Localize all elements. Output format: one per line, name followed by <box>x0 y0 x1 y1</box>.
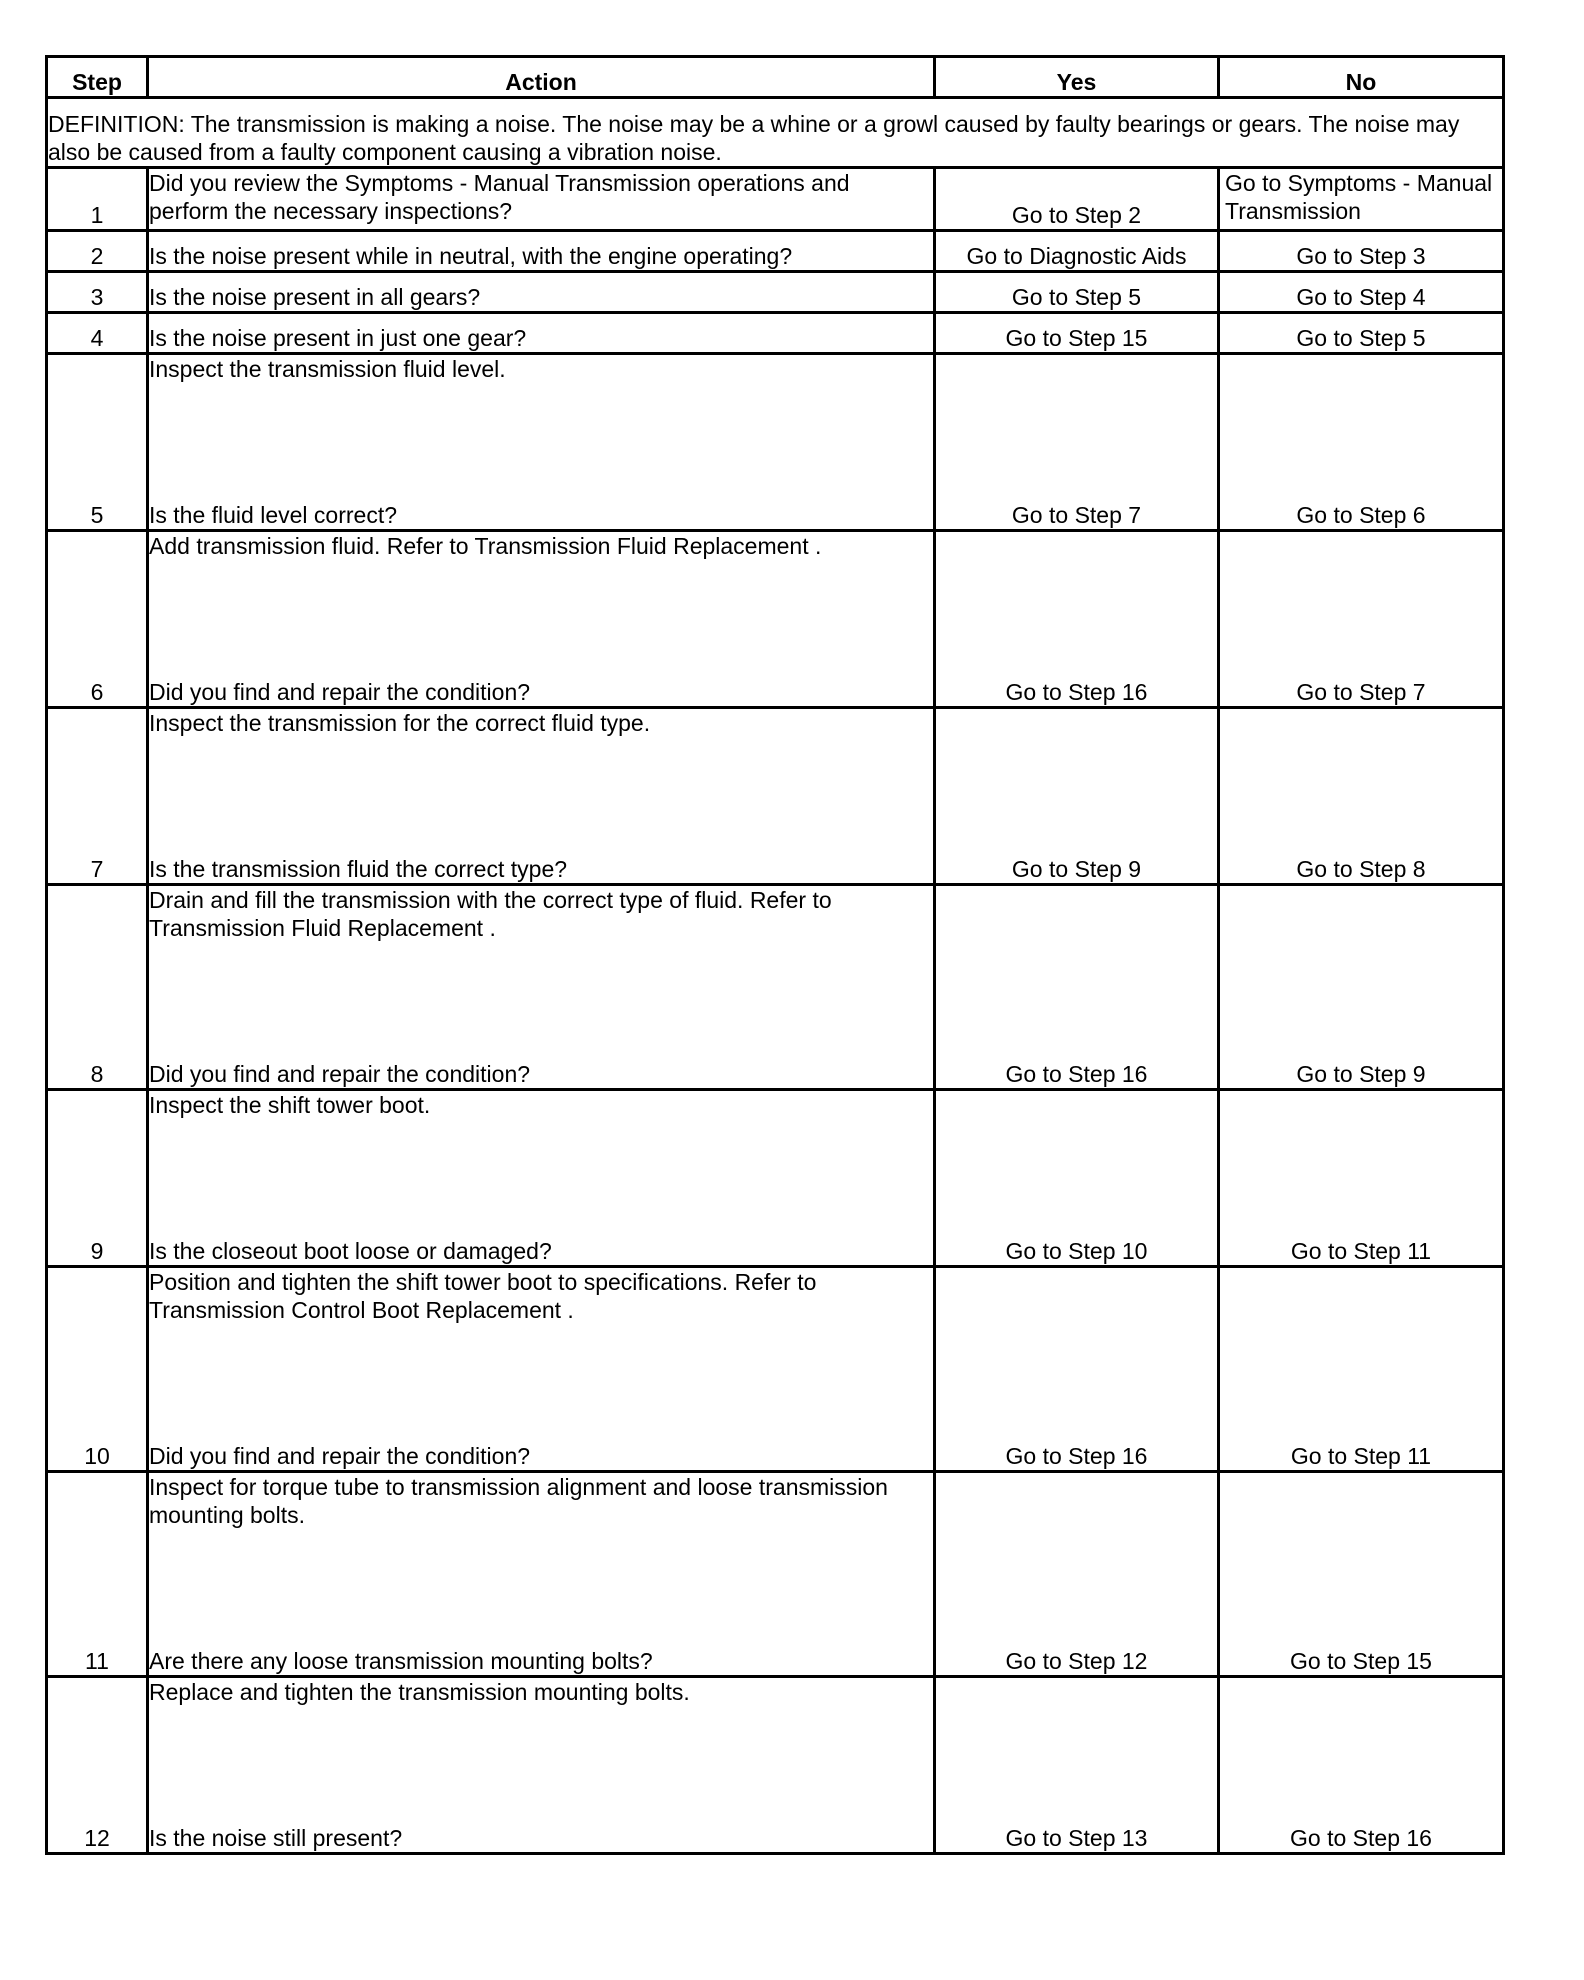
step-number: 7 <box>47 708 148 885</box>
action-question: Are there any loose transmission mounting bolts? <box>149 1648 653 1674</box>
no-result: Go to Step 11 <box>1219 1090 1504 1267</box>
table-row <box>47 1677 1504 1854</box>
action-cell <box>148 354 935 531</box>
no-result: Go to Step 5 <box>1219 313 1504 354</box>
yes-result: Go to Step 16 <box>935 885 1219 1090</box>
action-instruction: Inspect for torque tube to transmission alignment and loose transmission mounting bolts. <box>149 1474 888 1528</box>
action-question: Did you find and repair the condition? <box>149 1443 531 1469</box>
no-result: Go to Step 16 <box>1219 1677 1504 1854</box>
step-number: 5 <box>47 354 148 531</box>
table-row <box>47 885 1504 1090</box>
diagnostic-table <box>45 55 1505 1855</box>
yes-result: Go to Diagnostic Aids <box>935 231 1219 272</box>
table-row <box>47 1267 1504 1472</box>
yes-result: Go to Step 10 <box>935 1090 1219 1267</box>
no-result: Go to Step 3 <box>1219 231 1504 272</box>
step-number: 10 <box>47 1267 148 1472</box>
table-row <box>47 531 1504 708</box>
table-row <box>47 168 1504 231</box>
yes-result: Go to Step 2 <box>935 168 1219 231</box>
action-text: Is the noise present in all gears? <box>148 272 935 313</box>
step-number: 4 <box>47 313 148 354</box>
header-yes: Yes <box>935 57 1219 98</box>
no-result: Go to Symptoms - Manual Transmission <box>1219 168 1504 231</box>
yes-result: Go to Step 16 <box>935 1267 1219 1472</box>
action-instruction: Add transmission fluid. Refer to Transmission Fluid Replacement . <box>149 533 822 559</box>
table-row <box>47 231 1504 272</box>
step-number: 9 <box>47 1090 148 1267</box>
step-number: 11 <box>47 1472 148 1677</box>
action-question: Is the transmission fluid the correct type? <box>149 856 568 882</box>
action-cell <box>148 168 935 231</box>
action-text: Is the noise present while in neutral, with the engine operating? <box>148 231 935 272</box>
header-no: No <box>1219 57 1504 98</box>
action-text: Did you review the Symptoms - Manual Transmission operations and perform the necessary inspections? <box>149 170 850 224</box>
no-result: Go to Step 4 <box>1219 272 1504 313</box>
action-instruction: Inspect the transmission fluid level. <box>149 356 506 382</box>
table-row <box>47 272 1504 313</box>
no-result: Go to Step 11 <box>1219 1267 1504 1472</box>
table-row <box>47 1472 1504 1677</box>
step-number: 1 <box>47 168 148 231</box>
step-number: 6 <box>47 531 148 708</box>
table-row <box>47 1090 1504 1267</box>
yes-result: Go to Step 12 <box>935 1472 1219 1677</box>
yes-result: Go to Step 5 <box>935 272 1219 313</box>
yes-result: Go to Step 15 <box>935 313 1219 354</box>
action-cell <box>148 1090 935 1267</box>
action-instruction: Drain and fill the transmission with the correct type of fluid. Refer to Transmission Fluid Replacement . <box>149 887 832 941</box>
table-row <box>47 708 1504 885</box>
action-text: Is the noise present in just one gear? <box>148 313 935 354</box>
step-number: 8 <box>47 885 148 1090</box>
action-question: Did you find and repair the condition? <box>149 679 531 705</box>
action-cell <box>148 885 935 1090</box>
no-result: Go to Step 6 <box>1219 354 1504 531</box>
action-cell <box>148 708 935 885</box>
header-row <box>47 57 1504 98</box>
action-instruction: Inspect the shift tower boot. <box>149 1092 431 1118</box>
yes-result: Go to Step 7 <box>935 354 1219 531</box>
no-result: Go to Step 15 <box>1219 1472 1504 1677</box>
action-instruction: Inspect the transmission for the correct fluid type. <box>149 710 651 736</box>
table-row <box>47 354 1504 531</box>
no-result: Go to Step 8 <box>1219 708 1504 885</box>
action-question: Is the closeout boot loose or damaged? <box>149 1238 552 1264</box>
action-question: Did you find and repair the condition? <box>149 1061 531 1087</box>
no-result: Go to Step 7 <box>1219 531 1504 708</box>
action-question: Is the noise still present? <box>149 1825 403 1851</box>
action-cell <box>148 1472 935 1677</box>
action-question: Is the fluid level correct? <box>149 502 398 528</box>
action-cell <box>148 1677 935 1854</box>
table-row <box>47 313 1504 354</box>
definition-row <box>47 98 1504 168</box>
action-cell <box>148 1267 935 1472</box>
yes-result: Go to Step 13 <box>935 1677 1219 1854</box>
step-number: 3 <box>47 272 148 313</box>
action-instruction: Replace and tighten the transmission mounting bolts. <box>149 1679 690 1705</box>
definition-text: DEFINITION: The transmission is making a noise. The noise may be a whine or a growl caused by faulty bearings or gears. The noise may also be caused from a faulty component causing a vibration noise. <box>47 98 1504 168</box>
yes-result: Go to Step 9 <box>935 708 1219 885</box>
step-number: 2 <box>47 231 148 272</box>
step-number: 12 <box>47 1677 148 1854</box>
yes-result: Go to Step 16 <box>935 531 1219 708</box>
header-action: Action <box>148 57 935 98</box>
action-instruction: Position and tighten the shift tower boot to specifications. Refer to Transmission Control Boot Replacement . <box>149 1269 817 1323</box>
header-step: Step <box>47 57 148 98</box>
action-cell <box>148 531 935 708</box>
no-result: Go to Step 9 <box>1219 885 1504 1090</box>
